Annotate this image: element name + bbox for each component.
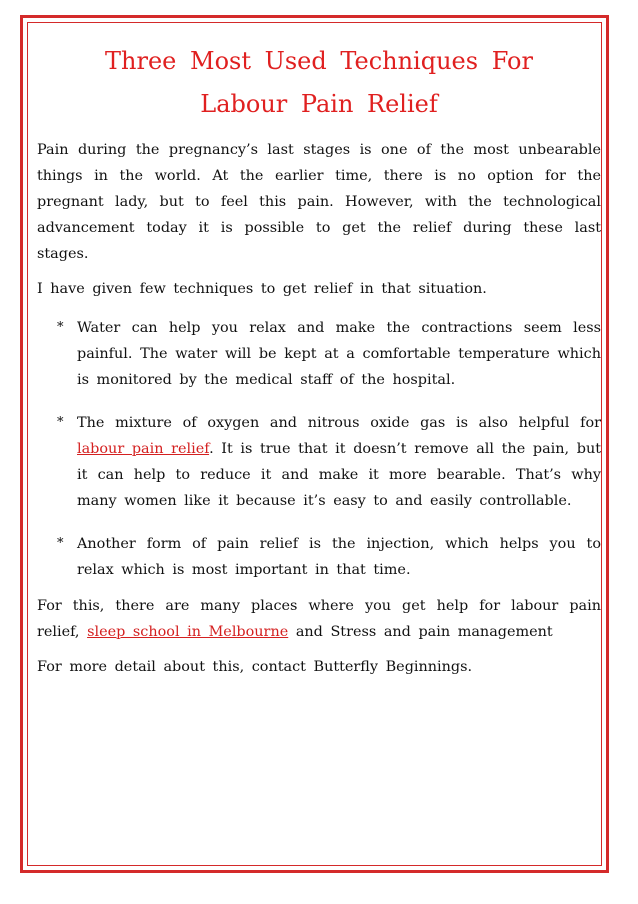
list-item — [37, 531, 601, 583]
title-line-1: Three Most Used Techniques For — [105, 47, 533, 75]
contact-paragraph: For more detail about this, contact Butterfly Beginnings. — [37, 659, 473, 675]
document-body — [37, 40, 601, 680]
techniques-list — [37, 315, 601, 583]
list-item — [37, 410, 601, 514]
labour-pain-relief-link[interactable]: labour pain relief — [77, 441, 210, 457]
list-item-text: Water can help you relax and make the contractions seem less painful. The water will be kept at a comfortable temperature which is monitored by the medical staff of the hospital. — [77, 320, 601, 388]
intro-paragraph: Pain during the pregnancy’s last stages is one of the most unbearable things in the world. At the earlier time, there is no option for the pregnant lady, but to feel this pain. However, with the technological advancement today it is possible to get the relief during these last stages. — [37, 142, 601, 262]
list-item — [37, 315, 601, 393]
help-text-after-link: and Stress and pain management — [295, 624, 553, 640]
bullet-star-icon: * — [57, 536, 64, 551]
help-paragraph — [37, 593, 601, 645]
techniques-intro: I have given few techniques to get relief in that situation. — [37, 281, 487, 297]
list-item-text: Another form of pain relief is the injection, which helps you to relax which is most important in that time. — [77, 536, 601, 578]
bullet-star-icon: * — [57, 415, 64, 430]
help-text-before-link: For this, there are many places where you get help for labour pain relief, — [37, 598, 601, 640]
list-item-text-before-link: The mixture of oxygen and nitrous oxide gas is also helpful for — [77, 415, 601, 431]
list-item-text-after-link: . It is true that it doesn’t remove all the pain, but it can help to reduce it and make it more bearable. That’s why many women like it because it’s easy to and easily controllable. — [77, 441, 601, 509]
bullet-star-icon: * — [57, 320, 64, 335]
title-block — [37, 40, 601, 126]
sleep-school-link[interactable]: sleep school in Melbourne — [87, 624, 289, 640]
title-line-2: Labour Pain Relief — [200, 90, 438, 118]
